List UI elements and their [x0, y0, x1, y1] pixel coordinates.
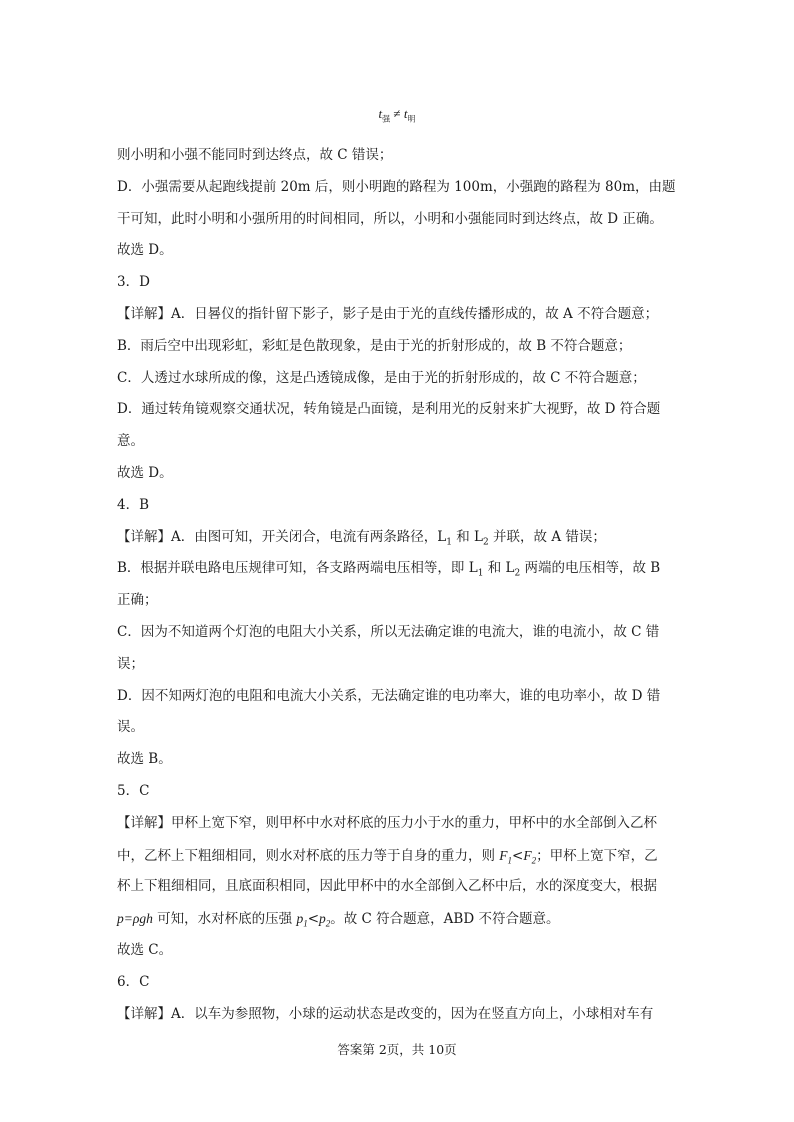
text-line: 【详解】A．日晷仪的指针留下影子，影子是由于光的直线传播形成的，故 A 不符合题意；	[117, 305, 659, 322]
text-line: 【详解】A．以车为参照物，小球的运动状态是改变的，因为在竖直方向上，小球相对车有	[117, 1005, 654, 1022]
text-line: 故选 D。	[117, 242, 173, 259]
text-line: 【详解】A．由图可知，开关闭合，电流有两条路径，$L_1$ 和 $L_2$ 并联，故 A 错误；	[117, 528, 606, 548]
text-line: 意。	[117, 433, 144, 450]
answer-body	[117, 140, 677, 1030]
time-inequality-formula: $t_强 \ne t_明$	[378, 106, 416, 124]
text-line: 误。	[117, 719, 144, 736]
text-line: 故选 D。	[117, 464, 173, 481]
question-number: 3．D	[117, 274, 150, 291]
question-number: 4．B	[117, 496, 150, 513]
text-line: C．因为不知道两个灯泡的电阻大小关系，所以无法确定谁的电流大，谁的电流小，故 C 错	[117, 623, 660, 640]
text-line: C．人透过水球所成的像，这是凸透镜成像，是由于光的折射形成的，故 C 不符合题意；	[117, 369, 646, 386]
text-line: 正确；	[117, 592, 158, 609]
text-line: D．小强需要从起跑线提前 20m 后，则小明跑的路程为 100m，小强跑的路程为 80m，由题	[117, 178, 676, 195]
text-line: 杯上下粗细相同，且底面积相同，因此甲杯中的水全部倒入乙杯中后，水的深度变大，根据	[117, 878, 657, 895]
text-line: D．因不知两灯泡的电阻和电流大小关系，无法确定谁的电功率大，谁的电功率小，故 D 错	[117, 687, 661, 704]
text-line: 故选 B。	[117, 751, 172, 768]
text-line: 误；	[117, 655, 144, 672]
text-line: 【详解】甲杯上宽下窄，则甲杯中水对杯底的压力小于水的重力，甲杯中的水全部倒入乙杯	[117, 814, 657, 831]
page-footer: 答案第 2页，共 10页	[337, 1042, 457, 1057]
question-number: 5．C	[117, 782, 150, 799]
question-number: 6．C	[117, 973, 150, 990]
text-line: 中，乙杯上下粗细相同，则水对杯底的压力等于自身的重力，则 $F_1<F_2$；甲杯上宽下窄，乙	[117, 847, 658, 866]
text-line: p=ρgh 可知，水对杯底的压强 $p_1<p_2$。故 C 符合题意，ABD 不符合题意。	[117, 911, 560, 929]
text-line: B．雨后空中出现彩虹，彩虹是色散现象，是由于光的折射形成的，故 B 不符合题意；	[117, 337, 632, 354]
text-line: 则小明和小强不能同时到达终点，故 C 错误；	[117, 147, 393, 163]
text-line: D．通过转角镜观察交通状况，转角镜是凸面镜，是利用光的反射来扩大视野，故 D 符合题	[117, 401, 661, 418]
text-line: B．根据并联电路电压规律可知，各支路两端电压相等，即 $L_1$ 和 $L_2$ 两端的电压相等，故 B	[117, 560, 661, 580]
text-line: 故选 C。	[117, 941, 173, 958]
text-line: 干可知，此时小明和小强所用的时间相同，所以，小明和小强能同时到达终点，故 D 正确。	[117, 210, 663, 227]
